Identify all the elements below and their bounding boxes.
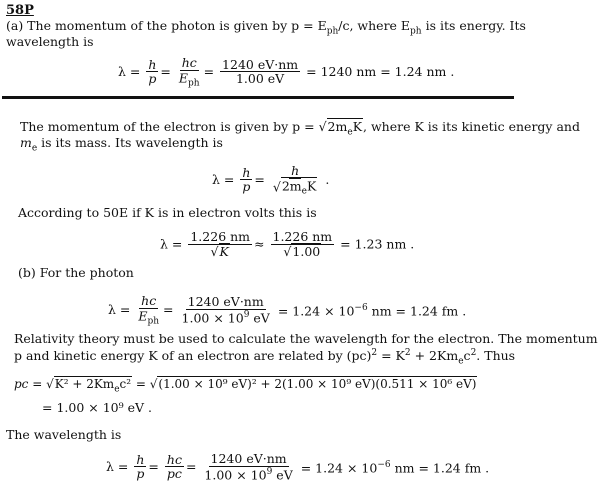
paragraph-wavelength: The wavelength is [6, 427, 122, 442]
paragraph-relativity-line2: p and kinetic energy K of an electron are related by $(pc)^2 = K^2 + 2Km_ec^2$. Thus [14, 348, 516, 367]
paragraph-50e: According to 50E if K is in electron volts this is [18, 205, 317, 220]
equation-pc-line2: = 1.00 × 10⁹ eV . [42, 400, 152, 415]
paragraph-a-line2: wavelength is [6, 34, 94, 49]
equation-photon-b: λ = $\frac{hc}{E_{ph}}$ = $\frac{1240 eV\cdot nm}{1.00 \times 10^9 eV}$ = $1.24 \times 10^{-6}$ nm = 1.24 fm . [108, 293, 467, 327]
equation-photon-wavelength: λ = $\frac{h}{p}$ = $\frac{hc}{E_{ph}}$ = $\frac{1240 eV\cdot nm}{1.00 eV}$ = 1240 nm = 1.24 nm . [118, 55, 455, 89]
equation-electron-numeric: λ = $\frac{1.226 nm}{√K}$ ≈ $\frac{1.226 nm}{√1.00}$ = 1.23 nm . [160, 229, 415, 260]
equation-electron-final: λ = $\frac{h}{p}$ = $\frac{hc}{pc}$ = $\frac{1240 eV\cdot nm}{1.00 \times 10^9 eV}$ = $1.24 \times 10^{-6}$ nm = 1.24 fm . [106, 451, 490, 483]
section-divider [2, 96, 514, 99]
paragraph-electron-line2: $m_e$ is its mass. Its wavelength is [20, 135, 223, 154]
paragraph-electron-line1: The momentum of the electron is given by $p = √2m_eK$, where K is its kinetic energy and [20, 119, 580, 138]
paragraph-b: (b) For the photon [18, 265, 134, 280]
equation-electron-wavelength: λ = $\frac{h}{p}$ = $\frac{h}{√2m_eK}$ . [212, 163, 330, 197]
paragraph-relativity-line1: Relativity theory must be used to calculate the wavelength for the electron. The momentum [14, 331, 598, 346]
equation-pc-line1: pc = $√K^2 + 2Km_ec^2 = √(1.00 \times 10^9$ eV)² + 2(1.00 × 10⁹ eV)(0.511 × 10⁶ eV) [14, 377, 477, 395]
paragraph-a-line1: (a) The momentum of the photon is given by $p = E_{ph}/c$, where $E_{ph}$ is its energy. Its [6, 18, 526, 37]
problem-number: 58P [6, 3, 34, 18]
